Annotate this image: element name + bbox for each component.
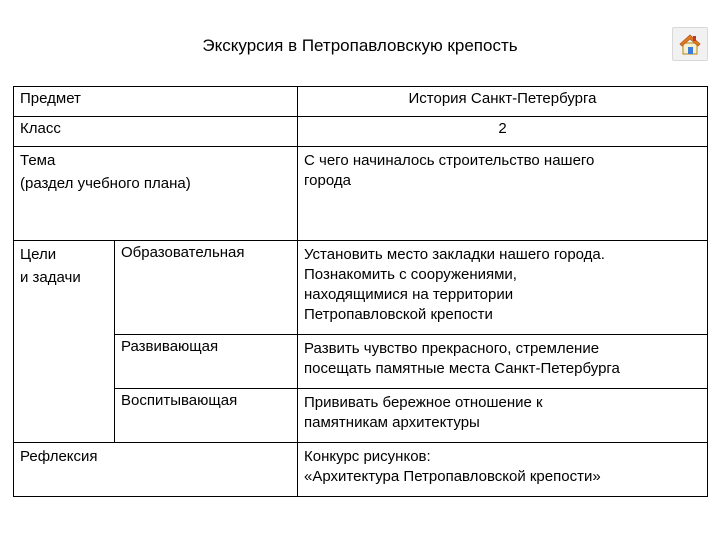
goals-label-line: и задачи — [20, 269, 81, 286]
educational-goal-label: Образовательная — [115, 241, 298, 335]
developmental-goal-value — [298, 335, 708, 389]
subject-label: Предмет — [14, 87, 298, 117]
upbringing-goal-label: Воспитывающая — [115, 389, 298, 443]
table-row-goals-developmental — [14, 335, 708, 389]
home-icon — [677, 31, 703, 57]
table-row-goals-educational — [14, 241, 708, 335]
upbringing-goal-value — [298, 389, 708, 443]
educational-goal-value — [298, 241, 708, 335]
topic-label-line: (раздел учебного плана) — [20, 175, 191, 192]
developmental-goal-line: Развить чувство прекрасного, стремление — [304, 340, 600, 357]
educational-goal-line: Познакомить с сооружениями, — [304, 266, 517, 283]
topic-value-line: С чего начиналось строительство нашего — [304, 152, 595, 169]
lesson-plan-table — [13, 86, 708, 497]
reflection-label — [14, 443, 298, 497]
upbringing-goal-line: Прививать бережное отношение к — [304, 394, 543, 411]
goals-label — [14, 241, 115, 443]
grade-label: Класс — [14, 117, 298, 147]
goals-label-line: Цели — [20, 246, 57, 263]
topic-label — [14, 147, 298, 241]
topic-label-line: Тема — [20, 152, 56, 169]
table-row-goals-upbringing — [14, 389, 708, 443]
reflection-value — [298, 443, 708, 497]
reflection-line: «Архитектура Петропавловской крепости» — [304, 468, 601, 485]
reflection-line: Конкурс рисунков: — [304, 448, 431, 465]
table-row-subject — [14, 87, 708, 117]
educational-goal-line: Установить место закладки нашего города. — [304, 246, 605, 263]
grade-value: 2 — [298, 117, 708, 147]
table-row-topic — [14, 147, 708, 241]
developmental-goal-line: посещать памятные места Санкт-Петербурга — [304, 360, 620, 377]
table-row-grade — [14, 117, 708, 147]
home-button[interactable] — [672, 27, 708, 61]
reflection-label-text: Рефлексия — [20, 448, 98, 465]
table-row-reflection — [14, 443, 708, 497]
developmental-goal-label: Развивающая — [115, 335, 298, 389]
topic-value-line: города — [304, 172, 351, 189]
educational-goal-line: Петропавловской крепости — [304, 306, 493, 323]
subject-value: История Санкт-Петербурга — [298, 87, 708, 117]
topic-value — [298, 147, 708, 241]
page-title: Экскурсия в Петропавловскую крепость — [202, 36, 518, 55]
educational-goal-line: находящимися на территории — [304, 286, 514, 303]
upbringing-goal-line: памятникам архитектуры — [304, 414, 480, 431]
